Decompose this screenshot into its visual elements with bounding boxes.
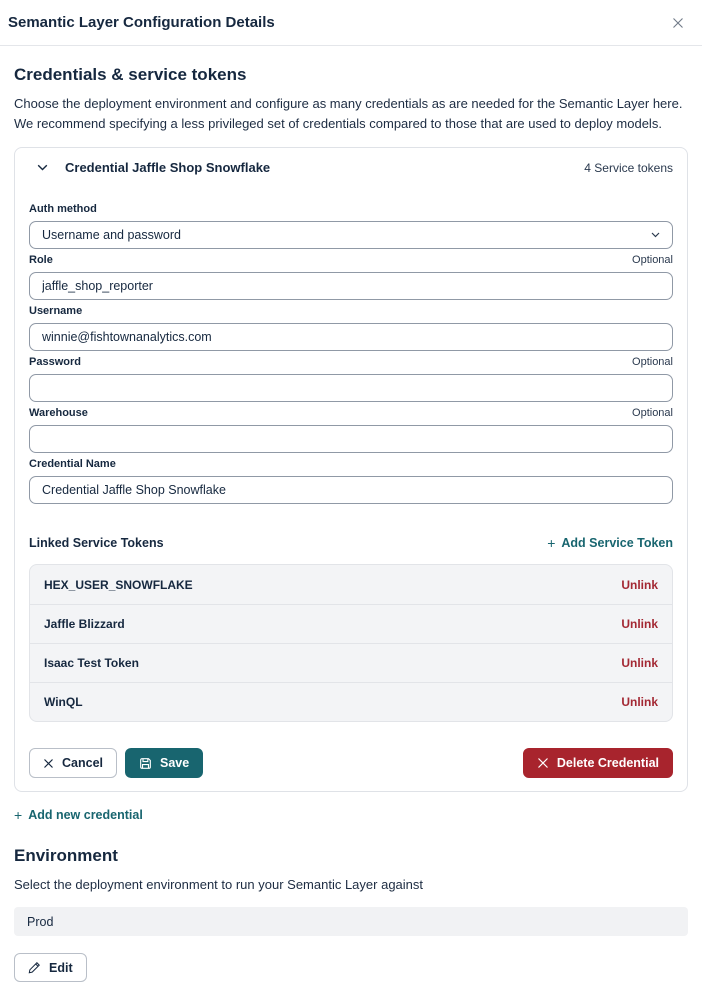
token-row	[30, 682, 672, 721]
linked-tokens-title: Linked Service Tokens	[29, 536, 164, 550]
delete-credential-button[interactable]	[523, 748, 673, 778]
unlink-button[interactable]: Unlink	[621, 577, 658, 592]
service-token-list	[29, 564, 673, 722]
token-name: HEX_USER_SNOWFLAKE	[44, 577, 193, 592]
warehouse-optional-tag: Optional	[632, 407, 673, 419]
username-label-row	[29, 306, 673, 316]
environment-value: Prod	[27, 914, 54, 929]
save-icon	[139, 757, 152, 770]
token-name: WinQL	[44, 695, 83, 709]
cancel-button[interactable]	[29, 748, 117, 778]
token-name: Jaffle Blizzard	[44, 617, 125, 631]
plus-icon: +	[14, 807, 23, 823]
chevron-down-icon	[651, 232, 660, 238]
auth-method-label-row	[29, 204, 673, 214]
edit-button-label: Edit	[49, 960, 73, 975]
add-service-token-button[interactable]	[547, 536, 673, 550]
warehouse-label-row	[29, 408, 673, 418]
modal-header	[0, 0, 702, 46]
pencil-icon	[28, 961, 41, 974]
close-icon	[537, 757, 549, 769]
credential-card-title: Credential Jaffle Shop Snowflake	[65, 160, 271, 175]
credential-name-label: Credential Name	[29, 458, 116, 470]
credentials-section-description: Choose the deployment environment and configure as many credentials as are needed for the Semantic Layer here. We recommend specifying a less privileged set of credentials compared to those that are used to deploy models.	[14, 96, 683, 131]
credential-card-actions	[29, 748, 673, 778]
credentials-section-heading: Credentials & service tokens	[14, 65, 247, 84]
service-token-count: 4 Service tokens	[584, 160, 673, 175]
cancel-button-label: Cancel	[62, 756, 103, 770]
save-button[interactable]	[125, 748, 203, 778]
edit-environment-button[interactable]	[14, 953, 87, 982]
linked-tokens-header	[29, 536, 673, 550]
auth-method-select[interactable]	[29, 221, 673, 249]
warehouse-label: Warehouse	[29, 407, 88, 419]
add-new-credential-button[interactable]	[14, 808, 143, 822]
role-label: Role	[29, 254, 53, 266]
modal-body	[0, 65, 702, 982]
environment-value-box	[14, 907, 688, 936]
environment-section-description: Select the deployment environment to run your Semantic Layer against	[14, 877, 424, 892]
role-input[interactable]	[29, 272, 673, 300]
unlink-button[interactable]: Unlink	[621, 695, 658, 709]
save-button-label: Save	[160, 756, 190, 770]
password-input[interactable]	[29, 374, 673, 402]
username-label: Username	[29, 305, 83, 317]
role-label-row	[29, 255, 673, 265]
username-input[interactable]	[29, 323, 673, 351]
add-service-token-label: Add Service Token	[561, 536, 673, 550]
add-new-credential-label: Add new credential	[28, 808, 143, 822]
warehouse-input[interactable]	[29, 425, 673, 453]
chevron-down-icon	[37, 164, 48, 171]
token-row	[30, 604, 672, 643]
token-row	[30, 643, 672, 682]
unlink-button[interactable]: Unlink	[621, 656, 658, 670]
modal-title: Semantic Layer Configuration Details	[8, 14, 275, 31]
credential-card-header	[29, 160, 673, 175]
add-credential-row	[14, 807, 688, 825]
delete-credential-label: Delete Credential	[556, 756, 659, 770]
close-icon	[671, 16, 685, 30]
credential-card	[14, 147, 688, 792]
token-name: Isaac Test Token	[44, 656, 139, 670]
close-icon	[43, 758, 54, 769]
collapse-credential-button[interactable]	[29, 164, 48, 171]
password-optional-tag: Optional	[632, 356, 673, 368]
role-optional-tag: Optional	[632, 254, 673, 266]
credential-name-input[interactable]	[29, 476, 673, 504]
token-row	[30, 565, 672, 604]
close-button[interactable]	[667, 12, 689, 34]
auth-method-selected-value: Username and password	[42, 228, 181, 242]
unlink-button[interactable]: Unlink	[621, 617, 658, 631]
password-label-row	[29, 357, 673, 367]
auth-method-label: Auth method	[29, 203, 97, 215]
credential-name-label-row	[29, 459, 673, 469]
environment-section-heading: Environment	[14, 846, 118, 865]
plus-icon: +	[547, 535, 556, 551]
password-label: Password	[29, 356, 81, 368]
